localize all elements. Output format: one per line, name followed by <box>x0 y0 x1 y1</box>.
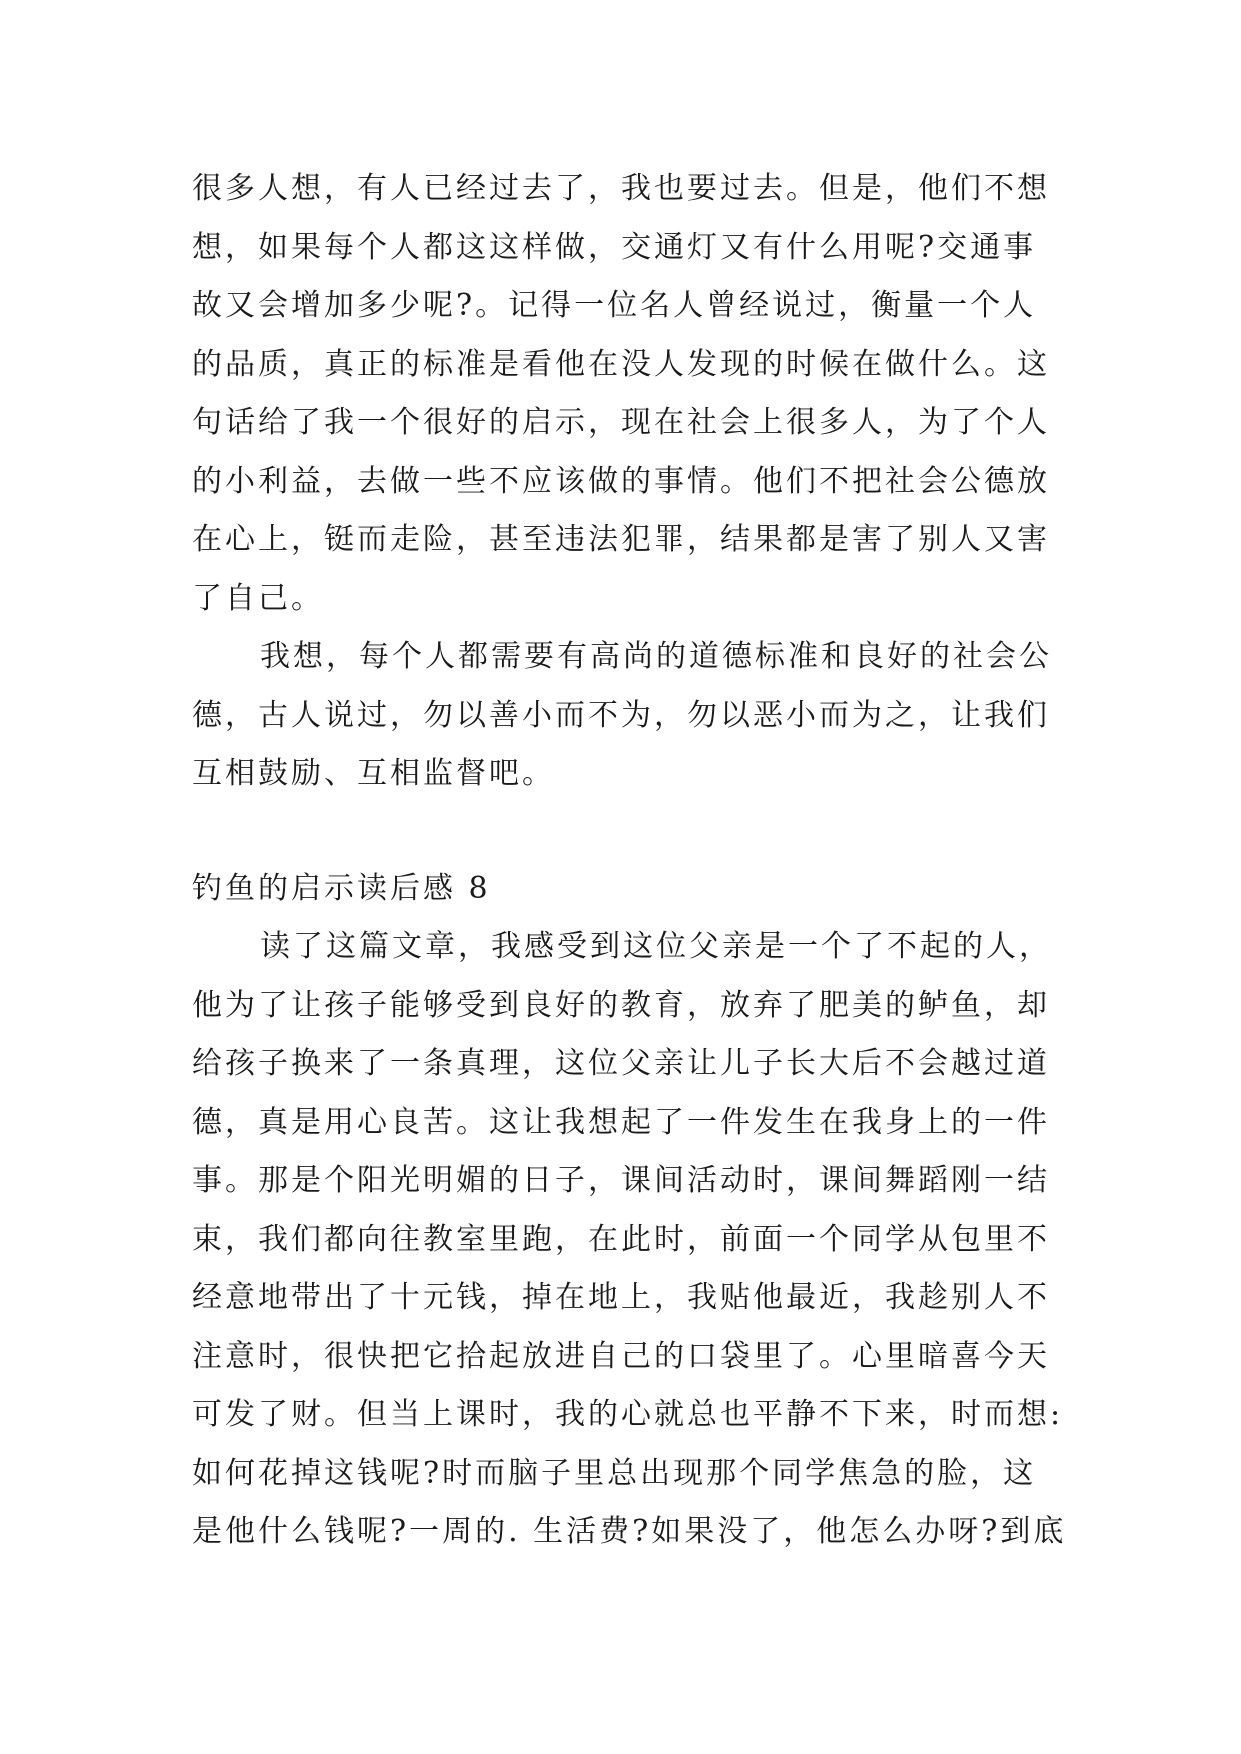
text-line: 在心上，铤而走险，甚至违法犯罪，结果都是害了别人又害 <box>192 522 1050 557</box>
text-line: 了自己。 <box>192 580 324 616</box>
text-line: 读了这篇文章，我感受到这位父亲是一个了不起的人， <box>260 929 1052 964</box>
section-heading-text: 钓鱼的启示读后感 8 <box>192 871 491 906</box>
text-line: 如何花掉这钱呢?时而脑子里总出现那个同学焦急的脸，这 <box>192 1455 1037 1491</box>
paragraph-1 <box>192 160 1054 628</box>
paragraph-3 <box>192 918 1067 1562</box>
section-heading <box>192 860 1054 919</box>
text-line: 他为了让孩子能够受到良好的教育，放弃了肥美的鲈鱼，却 <box>192 987 1050 1023</box>
text-line: 我想，每个人都需要有高尚的道德标准和良好的社会公 <box>260 639 1052 674</box>
text-line: 束，我们都向往教室里跑，在此时，前面一个同学从包里不 <box>192 1221 1050 1257</box>
text-line: 德，古人说过，勿以善小而不为，勿以恶小而为之，让我们 <box>192 697 1050 733</box>
text-line: 经意地带出了十元钱，掉在地上，我贴他最近，我趁别人不 <box>192 1280 1050 1315</box>
text-line: 故又会增加多少呢?。记得一位名人曾经说过，衡量一个人 <box>192 288 1037 323</box>
text-line: 是他什么钱呢?一周的. 生活费?如果没了，他怎么办呀?到底 <box>192 1514 1067 1549</box>
text-line: 注意时，很快把它拾起放进自己的口袋里了。心里暗喜今天 <box>192 1338 1050 1374</box>
text-line: 给孩子换来了一条真理，这位父亲让儿子长大后不会越过道 <box>192 1046 1050 1081</box>
text-line: 的小利益，去做一些不应该做的事情。他们不把社会公德放 <box>192 463 1050 499</box>
text-line: 可发了财。但当上课时，我的心就总也平静不下来，时而想: <box>192 1397 1064 1432</box>
text-line: 句话给了我一个很好的启示，现在社会上很多人，为了个人 <box>192 405 1050 440</box>
text-line: 德，真是用心良苦。这让我想起了一件发生在我身上的一件 <box>192 1104 1050 1140</box>
text-line: 事。那是个阳光明媚的日子，课间活动时，课间舞蹈刚一结 <box>192 1163 1050 1198</box>
text-line: 很多人想，有人已经过去了，我也要过去。但是，他们不想 <box>192 171 1050 206</box>
paragraph-2 <box>192 628 1054 804</box>
text-line: 的品质，真正的标准是看他在没人发现的时候在做什么。这 <box>192 346 1050 382</box>
text-line: 想，如果每个人都这这样做，交通灯又有什么用呢?交通事 <box>192 229 1037 265</box>
text-line: 互相鼓励、互相监督吧。 <box>192 756 555 791</box>
